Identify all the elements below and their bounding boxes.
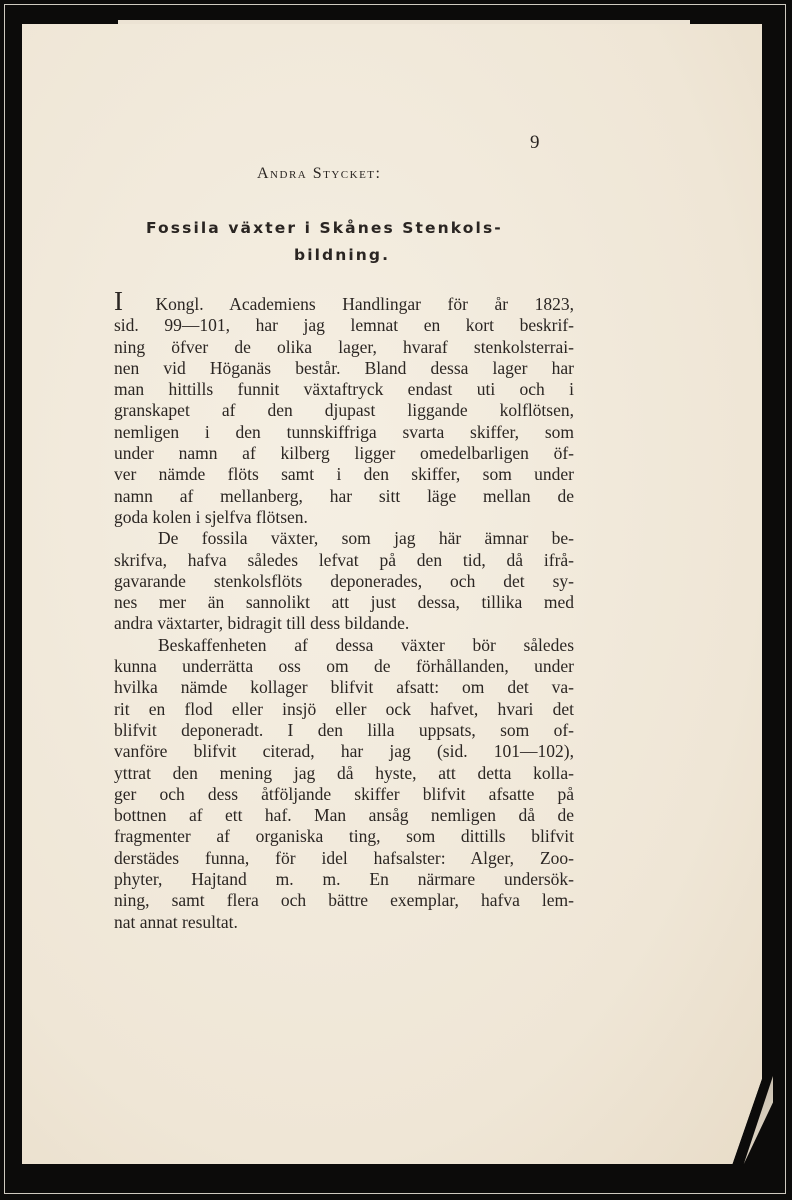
text-line: fragmenter af organiska ting, som dittills blifvit — [114, 826, 574, 847]
text-line: yttrat den mening jag då hyste, att detta kolla- — [114, 762, 574, 783]
text-line: bottnen af ett haf. Man ansåg nemligen då de — [114, 805, 574, 826]
text-line: blifvit deponeradt. I den lilla uppsats, som of- — [114, 719, 574, 740]
text-line: nemligen i den tunnskiffriga svarta skiffer, som — [114, 421, 574, 442]
text-line: ning öfver de olika lager, hvaraf stenkolsterrai- — [114, 336, 574, 357]
text-line: De fossila växter, som jag här ämnar be- — [158, 528, 574, 549]
page-number: 9 — [530, 132, 540, 153]
paragraph-3 — [114, 635, 574, 933]
text-line: phyter, Hajtand m. m. En närmare undersök- — [114, 869, 574, 890]
paragraph-1 — [114, 286, 574, 528]
text-line: goda kolen i sjelfva flötsen. — [114, 506, 308, 527]
text-line: vanföre blifvit citerad, har jag (sid. 101—102), — [114, 741, 574, 762]
subtitle-line-2: bildning. — [294, 246, 391, 264]
drop-cap: I — [114, 286, 123, 316]
text-line: nes mer än sannolikt att just dessa, tillika med — [114, 592, 574, 613]
text-line: derstädes funna, för idel hafsalster: Alger, Zoo- — [114, 847, 574, 868]
text-line: man hittills funnit växtaftryck endast uti och i — [114, 379, 574, 400]
text-line: ger och dess åtföljande skiffer blifvit afsatte på — [114, 783, 574, 804]
text-line: ver nämde flöts samt i den skiffer, som under — [114, 464, 574, 485]
text-line: namn af mellanberg, har sitt läge mellan de — [114, 485, 574, 506]
text-line: nat annat resultat. — [114, 911, 238, 932]
paragraph-2 — [114, 528, 574, 634]
section-heading: Andra Stycket: — [257, 165, 382, 182]
subtitle-line-1: Fossila växter i Skånes Stenkols- — [146, 219, 503, 237]
text-line: skrifva, hafva således lefvat på den tid, då ifrå- — [114, 549, 574, 570]
section-subtitle — [146, 215, 542, 269]
text-line: Beskaffenheten af dessa växter bör således — [158, 634, 574, 655]
text-line: nen vid Höganäs består. Bland dessa lager har — [114, 357, 574, 378]
text-line: hvilka nämde kollager blifvit afsatt: om det va- — [114, 677, 574, 698]
text-line: rit en flod eller insjö eller ock hafvet, hvari det — [114, 698, 574, 719]
text-line: under namn af kilberg ligger omedelbarligen öf- — [114, 443, 574, 464]
body-text — [114, 286, 574, 933]
text-line: kunna underrätta oss om de förhållanden, under — [114, 656, 574, 677]
text-line: sid. 99—101, har jag lemnat en kort beskrif- — [114, 315, 574, 336]
text-line: granskapet af den djupast liggande kolflötsen, — [114, 400, 574, 421]
text-line: gavarande stenkolsflöts deponerades, och det sy- — [114, 570, 574, 591]
text-line: andra växtarter, bidragit till dess bildande. — [114, 613, 410, 634]
text-line: ning, samt flera och bättre exemplar, hafva lem- — [114, 890, 574, 911]
text-line: I Kongl. Academiens Handlingar för år 1823, — [114, 286, 574, 316]
